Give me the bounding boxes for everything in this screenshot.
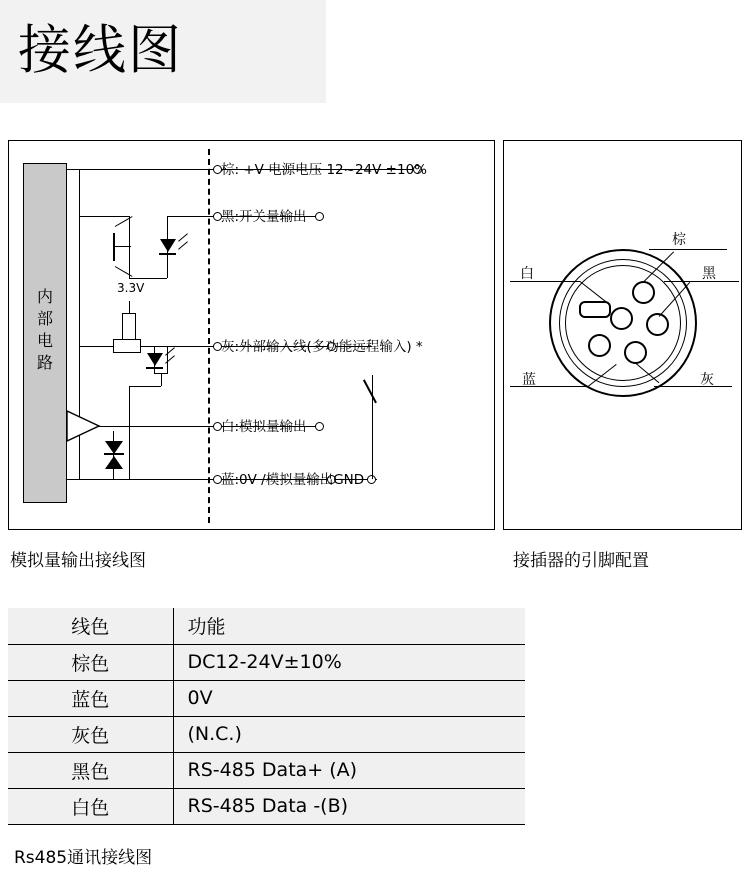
- opto-base-wire: [113, 246, 131, 247]
- block-char-1: 内: [36, 287, 53, 306]
- cell-color-black: 黑色: [8, 752, 173, 788]
- cell-function-blue: 0V: [173, 680, 525, 716]
- led-diode-gray-bar: [146, 367, 163, 369]
- signal-label-brown: 棕: +V 电源电压 12~24V ±10%: [221, 162, 427, 178]
- pin-black: [646, 313, 669, 336]
- led-diode-gray: [147, 353, 163, 366]
- zener-diode-symbol: [101, 437, 127, 477]
- table-row: [8, 644, 525, 680]
- table-row: [8, 788, 525, 824]
- page-title: 接线图: [18, 20, 183, 81]
- signal-label-blue: 蓝:0V /模拟量输出GND: [221, 472, 365, 488]
- table-row: [8, 716, 525, 752]
- resistor-series-right: [141, 346, 151, 347]
- switch-node-white: [315, 422, 324, 431]
- connector-label-brown: 棕: [672, 232, 686, 248]
- wire-black-output: [79, 216, 129, 217]
- led-branch-bottom: [129, 278, 167, 279]
- resistor2-bottom-wire: [161, 374, 162, 386]
- connector-label-black: 黑: [702, 266, 716, 282]
- analog-output-wiring-diagram: [8, 140, 495, 530]
- cell-function-black: RS-485 Data+ (A): [173, 752, 525, 788]
- signal-label-white: 白:模拟量输出: [221, 419, 307, 435]
- led-diode-black: [160, 239, 176, 252]
- table-row: [8, 680, 525, 716]
- wire-color-function-table: [8, 608, 525, 825]
- caption-rs485-table: Rs485通讯接线图: [14, 848, 153, 868]
- connector-pin-configuration-diagram: [503, 140, 742, 530]
- block-char-2: 部: [36, 309, 53, 328]
- connector-label-white: 白: [520, 266, 534, 282]
- cell-color-white: 白色: [8, 788, 173, 824]
- cell-function-white: RS-485 Data -(B): [173, 788, 525, 824]
- connector-label-blue: 蓝: [522, 372, 536, 388]
- table-header-row: [8, 608, 525, 644]
- led-diode-black-bar: [159, 253, 176, 255]
- table-header-function: 功能: [173, 608, 525, 644]
- opto-emitter-vertical: [129, 216, 130, 278]
- cell-function-gray: (N.C.): [173, 716, 525, 752]
- internal-circuit-label: [35, 286, 55, 374]
- caption-analog-output: 模拟量输出接线图: [10, 551, 146, 571]
- resistor-vertical: [122, 313, 136, 341]
- block-char-4: 路: [36, 353, 53, 372]
- caption-connector: 接插器的引脚配置: [513, 551, 649, 571]
- cell-color-gray: 灰色: [8, 716, 173, 752]
- pin-white: [579, 301, 611, 318]
- signal-label-gray: 灰:外部输入线(多功能远程输入) *: [221, 339, 423, 355]
- switch-right-vertical: [372, 375, 373, 479]
- table-header-color: 线色: [8, 608, 173, 644]
- zener-voltage-label: 3.3V: [117, 281, 145, 295]
- pin-gray: [624, 341, 647, 364]
- pin-brown: [632, 281, 655, 304]
- led-arrow-2: [178, 241, 188, 249]
- switch-lever: [363, 379, 377, 403]
- title-banner: [0, 0, 326, 103]
- housing-boundary-dashed: [208, 149, 210, 523]
- cell-color-blue: 蓝色: [8, 680, 173, 716]
- block-char-3: 电: [36, 331, 53, 350]
- pin-center: [610, 307, 633, 330]
- connector-label-gray: 灰: [700, 372, 714, 388]
- opto-base-bar: [113, 233, 115, 261]
- cell-color-brown: 棕色: [8, 644, 173, 680]
- gray-branch-bottom: [129, 386, 161, 387]
- switch-node-black: [315, 212, 324, 221]
- leader-brown: [649, 249, 727, 250]
- leader-gray: [654, 386, 732, 387]
- table-row: [8, 752, 525, 788]
- cell-function-brown: DC12-24V±10%: [173, 644, 525, 680]
- opamp-output-wire: [99, 426, 131, 427]
- pin-blue: [588, 334, 611, 357]
- gray-branch-to-gnd: [129, 386, 130, 479]
- resistor-top-wire: [129, 301, 130, 313]
- signal-label-black: 黑:开关量输出: [221, 209, 307, 225]
- resistor-horizontal: [113, 339, 141, 353]
